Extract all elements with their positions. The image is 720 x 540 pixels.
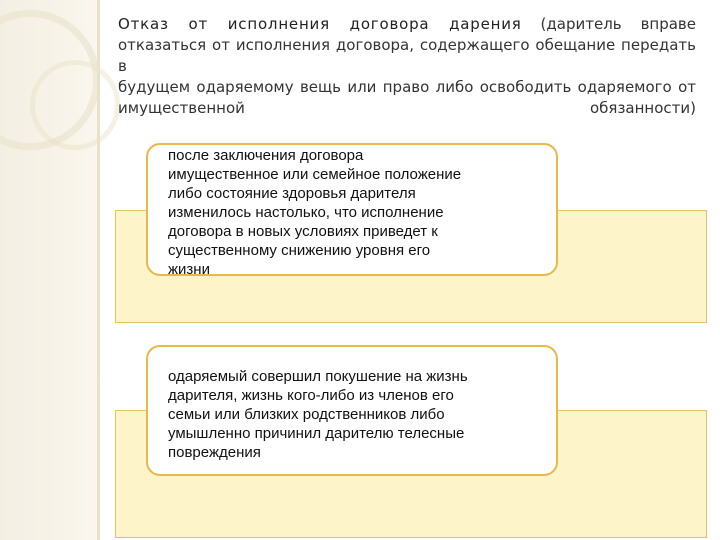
title-line-1-rest: (даритель вправе — [521, 15, 696, 33]
ground-card-1 — [146, 143, 558, 276]
card-2-line: дарителя, жизнь кого-либо из членов его — [168, 387, 454, 404]
title-line-4-end: обязанности) — [590, 99, 696, 117]
title-heading: Отказ от исполнения договора дарения — [118, 15, 522, 33]
card-1-line: договора в новых условиях приведет к — [168, 223, 438, 240]
title-line-2: отказаться от исполнения договора, содержащего обещание передать в — [118, 36, 696, 75]
card-2-line: умышленно причинил дарителю телесные — [168, 425, 465, 442]
card-1-line: после заключения договора — [168, 147, 364, 164]
title-line-4 — [118, 98, 696, 119]
ground-card-2 — [146, 345, 558, 476]
title-line-1 — [118, 14, 696, 35]
card-1-line: либо состояние здоровья дарителя — [168, 185, 416, 202]
card-1-line: имущественное или семейное положение — [168, 166, 462, 183]
card-2-line: одаряемый совершил покушение на жизнь — [168, 368, 468, 385]
slide-title — [118, 14, 696, 119]
title-line-4-start: имущественной — [118, 99, 245, 117]
card-1-line: существенному снижению уровня его — [168, 242, 431, 259]
title-line-3: будущем одаряемому вещь или право либо освободить одаряемого от — [118, 78, 696, 96]
card-2-line: повреждения — [168, 444, 261, 461]
card-1-line: жизни — [168, 261, 210, 278]
card-1-line: изменилось настолько, что исполнение — [168, 204, 444, 221]
decorative-circle-small — [30, 60, 120, 150]
decorative-side-strip — [0, 0, 100, 540]
card-2-line: семьи или близких родственников либо — [168, 406, 445, 423]
